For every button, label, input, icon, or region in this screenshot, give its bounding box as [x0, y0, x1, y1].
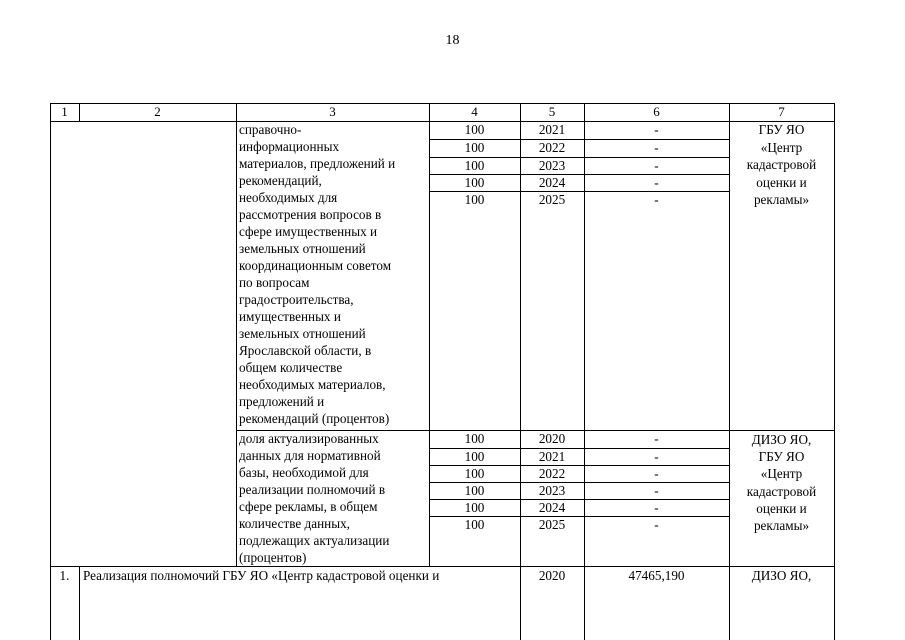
row-b-year: 2020 — [538, 431, 566, 446]
header-col-1: 1 — [61, 104, 68, 119]
row-a-desc-line: необходимых материалов, — [239, 377, 386, 392]
row-a-year: 2022 — [538, 140, 566, 155]
header-col-6: 6 — [653, 104, 660, 119]
row-a-value: 100 — [464, 122, 485, 137]
row-a-year: 2024 — [538, 175, 566, 190]
row-b-year: 2025 — [538, 517, 566, 532]
row-b-year: 2022 — [538, 466, 566, 481]
row-a-exec-line: «Центр — [760, 140, 803, 155]
row-a-value: 100 — [464, 158, 485, 173]
row-b-value: 100 — [464, 431, 485, 446]
row-a-amount: - — [654, 158, 659, 173]
row-a-desc-line: общем количестве — [239, 360, 343, 375]
header-col-4: 4 — [471, 104, 478, 119]
row-b-amount: - — [654, 483, 659, 498]
row-a-desc-line: рекомендаций (процентов) — [239, 411, 390, 426]
row-a-desc-line: земельных отношений — [239, 241, 366, 256]
row-b-value: 100 — [464, 483, 485, 498]
row-b-desc-line: данных для нормативной — [239, 448, 381, 463]
row-b-amount: - — [654, 449, 659, 464]
row-a-year: 2025 — [538, 192, 566, 207]
row-a-desc-line: рекомендаций, — [239, 173, 322, 188]
row-b-desc-line: подлежащих актуализации — [239, 533, 390, 548]
page-number: 18 — [445, 33, 460, 48]
row-b-amount: - — [654, 431, 659, 446]
row-a-amount: - — [654, 192, 659, 207]
row-b-exec-line: рекламы» — [753, 518, 810, 533]
row-a-exec-line: рекламы» — [753, 192, 810, 207]
col-line-7 — [834, 103, 835, 640]
row-a-year: 2021 — [538, 122, 566, 137]
header-col-2: 2 — [154, 104, 161, 119]
row-c-amount: 47465,190 — [628, 568, 685, 583]
row-b-desc-line: сфере рекламы, в общем — [239, 499, 378, 514]
row-b-amount: - — [654, 517, 659, 532]
row-b-exec-line: кадастровой — [746, 484, 817, 499]
row-c-year: 2020 — [538, 568, 566, 583]
col-line-0 — [50, 103, 51, 640]
row-a-desc-line: необходимых для — [239, 190, 338, 205]
row-a-desc-line: Ярославской области, в — [239, 343, 372, 358]
header-col-5: 5 — [548, 104, 556, 119]
row-a-desc-line: координационным советом — [239, 258, 392, 273]
row-a-desc-line: информационных — [239, 139, 340, 154]
row-a-desc-line: по вопросам — [239, 275, 310, 290]
col-line-2 — [236, 103, 237, 566]
row-b-exec-line: ДИЗО ЯО, — [751, 432, 812, 447]
row-c-title: Реализация полномочий ГБУ ЯО «Центр кадастровой оценки и — [83, 568, 440, 583]
row-b-desc-line: (процентов) — [239, 550, 307, 565]
row-b-desc-line: базы, необходимой для — [239, 465, 369, 480]
row-a-exec-line: оценки и — [756, 175, 807, 190]
row-a-value: 100 — [464, 140, 485, 155]
row-a-desc-line: сфере имущественных и — [239, 224, 378, 239]
row-b-year: 2023 — [538, 483, 566, 498]
row-b-value: 100 — [464, 449, 485, 464]
row-b-exec-line: оценки и — [756, 501, 807, 516]
header-col-7: 7 — [778, 104, 785, 119]
col-line-1b — [79, 566, 80, 640]
row-b-year: 2021 — [538, 449, 566, 464]
row-a-amount: - — [654, 140, 659, 155]
row-b-desc-line: реализации полномочий в — [239, 482, 386, 497]
row-a-desc-line: справочно- — [239, 122, 302, 137]
row-a-desc-line: градостроительства, — [239, 292, 354, 307]
row-b-exec-line: «Центр — [760, 466, 803, 481]
row-a-desc-line: земельных отношений — [239, 326, 366, 341]
row-b-amount: - — [654, 500, 659, 515]
row-b-value: 100 — [464, 517, 485, 532]
row-a-exec-line: кадастровой — [746, 157, 817, 172]
row-a-desc-line: предложений и — [239, 394, 325, 409]
row-a-desc-line: рассмотрения вопросов в — [239, 207, 382, 222]
row-b-exec-line: ГБУ ЯО — [758, 449, 805, 464]
row-a-value: 100 — [464, 192, 485, 207]
row-a-year: 2023 — [538, 158, 566, 173]
row-b-amount: - — [654, 466, 659, 481]
row-b-value: 100 — [464, 466, 485, 481]
row-a-amount: - — [654, 122, 659, 137]
row-b-year: 2024 — [538, 500, 566, 515]
row-b-value: 100 — [464, 500, 485, 515]
row-c-executor: ДИЗО ЯО, — [751, 568, 812, 583]
header-col-3: 3 — [329, 104, 336, 119]
row-a-amount: - — [654, 175, 659, 190]
row-a-desc-line: материалов, предложений и — [239, 156, 396, 171]
row-a-exec-line: ГБУ ЯО — [758, 122, 805, 137]
row-b-desc-line: доля актуализированных — [239, 431, 379, 446]
row-b-desc-line: количестве данных, — [239, 516, 350, 531]
row-a-desc-line: имущественных и — [239, 309, 341, 324]
row-a-value: 100 — [464, 175, 485, 190]
row-c-number: 1. — [59, 568, 70, 583]
